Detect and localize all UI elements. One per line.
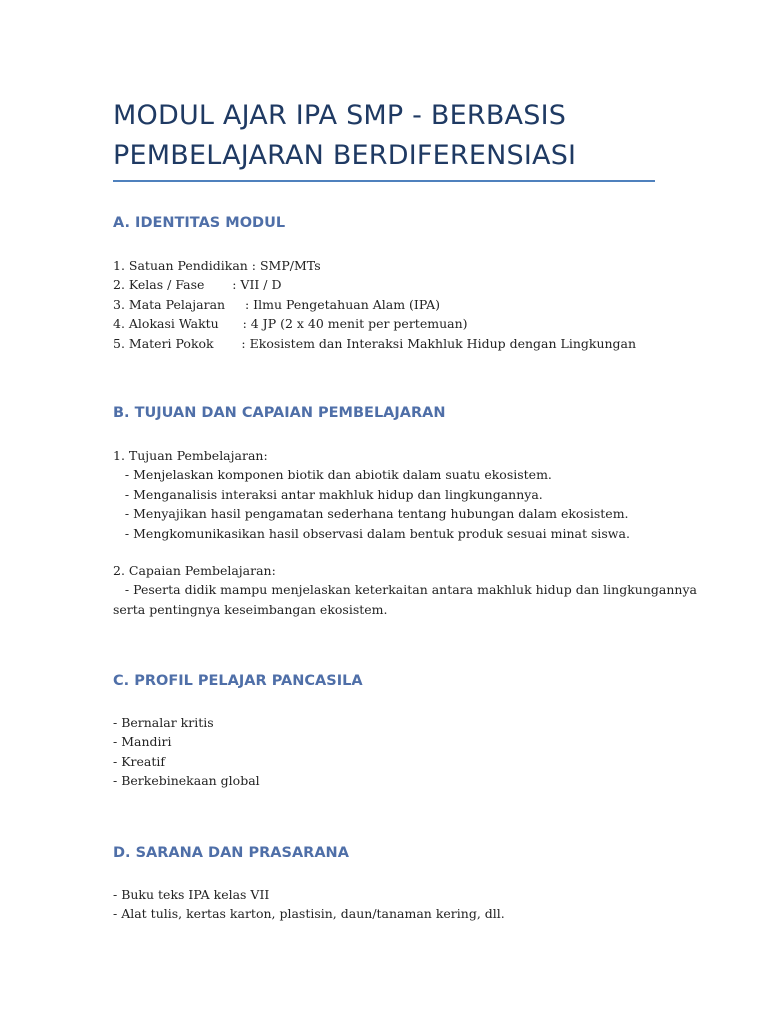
sarana-line: - Alat tulis, kertas karton, plastisin, daun/tanaman kering, dll. xyxy=(113,906,505,922)
identity-line: 3. Mata Pelajaran : Ilmu Pengetahuan Alam (IPA) xyxy=(113,296,441,312)
section-d-sarana-list xyxy=(113,885,505,924)
sarana-line: - Buku teks IPA kelas VII xyxy=(113,887,270,902)
profil-line: - Kreatif xyxy=(113,753,166,769)
document-title xyxy=(113,96,673,176)
identity-line: 1. Satuan Pendidikan : SMP/MTs xyxy=(113,258,321,273)
identity-line: 4. Alokasi Waktu : 4 JP (2 x 40 menit per pertemuan) xyxy=(113,316,468,332)
document-title-line-2: PEMBELAJARAN BERDIFERENSIASI xyxy=(113,140,577,171)
capaian-line: - Peserta didik mampu menjelaskan keterkaitan antara makhluk hidup dan lingkungannya xyxy=(113,582,697,598)
capaian-line: serta pentingnya keseimbangan ekosistem. xyxy=(113,601,388,617)
identity-line: 2. Kelas / Fase : VII / D xyxy=(113,277,282,293)
tujuan-line: 1. Tujuan Pembelajaran: xyxy=(113,448,268,463)
document-title-line-1: MODUL AJAR IPA SMP - BERBASIS xyxy=(113,100,567,131)
section-a-identity-list xyxy=(113,256,636,353)
tujuan-line: - Menganalisis interaksi antar makhluk hidup dan lingkungannya. xyxy=(113,486,543,502)
profil-line: - Bernalar kritis xyxy=(113,715,214,730)
section-a-heading: A. IDENTITAS MODUL xyxy=(113,215,286,231)
section-b-capaian-list xyxy=(113,561,697,619)
section-b-tujuan-list xyxy=(113,446,630,543)
section-d-heading: D. SARANA DAN PRASARANA xyxy=(113,845,349,861)
capaian-line: 2. Capaian Pembelajaran: xyxy=(113,563,276,578)
profil-line: - Berkebinekaan global xyxy=(113,773,260,789)
tujuan-line: - Menjelaskan komponen biotik dan abiotik dalam suatu ekosistem. xyxy=(113,467,552,483)
title-underline-rule xyxy=(113,180,655,182)
section-c-heading: C. PROFIL PELAJAR PANCASILA xyxy=(113,673,363,689)
section-c-profil-list xyxy=(113,713,260,791)
identity-line: 5. Materi Pokok : Ekosistem dan Interaksi Makhluk Hidup dengan Lingkungan xyxy=(113,335,637,351)
profil-line: - Mandiri xyxy=(113,734,172,750)
tujuan-line: - Menyajikan hasil pengamatan sederhana tentang hubungan dalam ekosistem. xyxy=(113,506,629,522)
tujuan-line: - Mengkomunikasikan hasil observasi dalam bentuk produk sesuai minat siswa. xyxy=(113,525,630,541)
section-b-heading: B. TUJUAN DAN CAPAIAN PEMBELAJARAN xyxy=(113,405,446,421)
